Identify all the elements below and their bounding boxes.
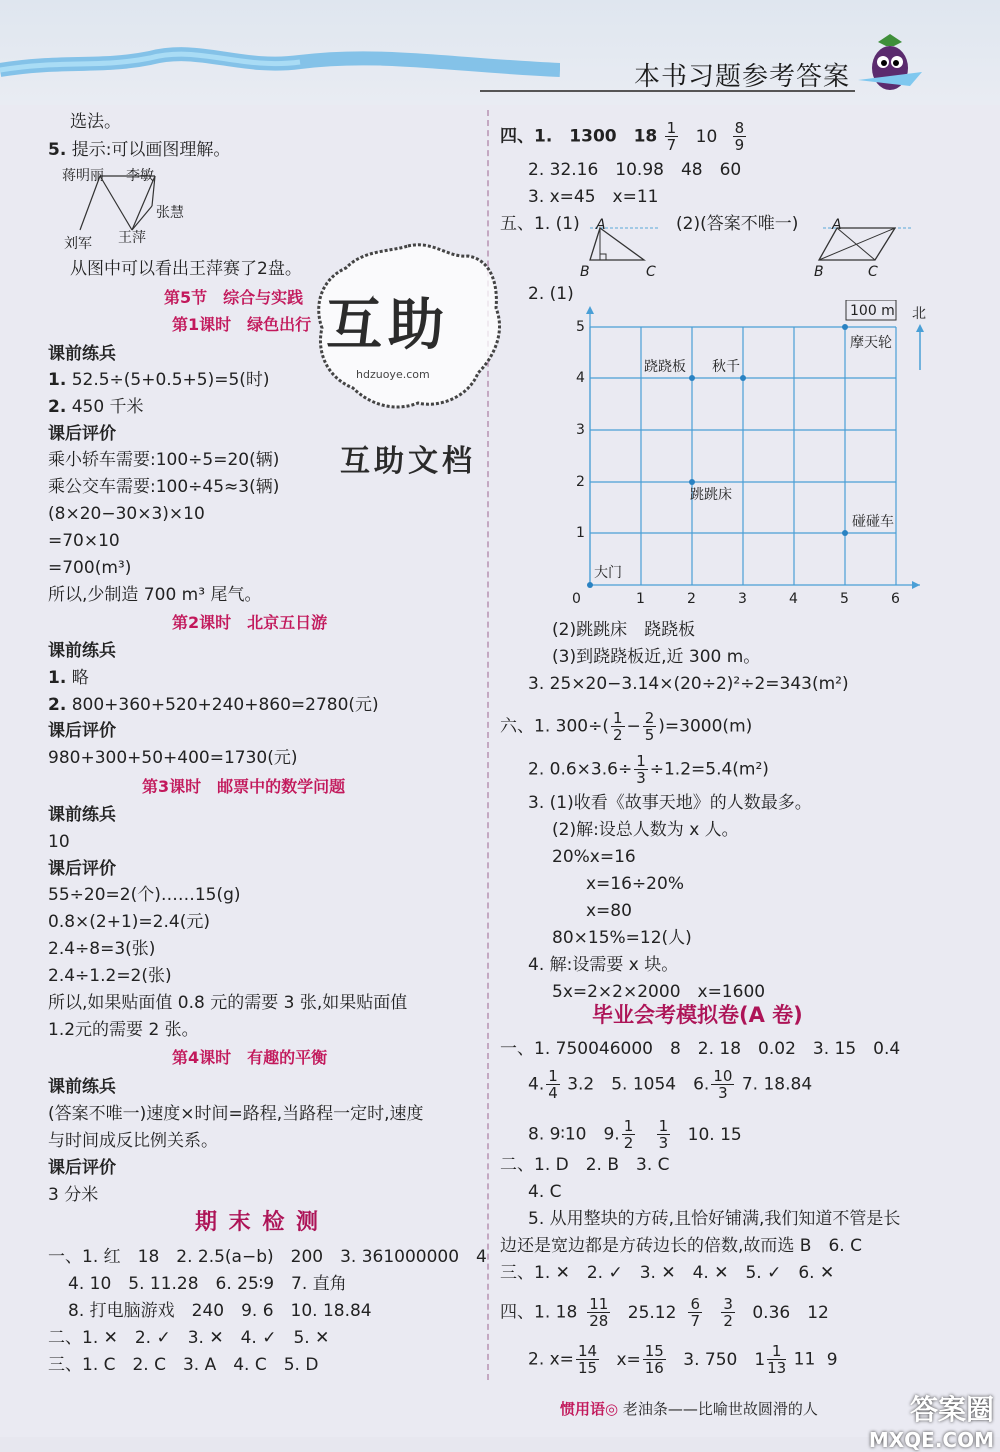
text-line: 一、1. 红 18 2. 2.5(a−b) 200 3. 361000000 4: [48, 1247, 487, 1267]
text-line: 二、1. D 2. B 3. C: [500, 1155, 670, 1175]
text-line: 2. 0.6×3.6÷: [528, 759, 633, 780]
text-line: 4. C: [528, 1182, 562, 1202]
x-tick: 4: [789, 591, 798, 607]
y-tick: 3: [576, 422, 585, 438]
text-line: 4. 10 5. 11.28 6. 25∶9 7. 直角: [68, 1274, 347, 1294]
fraction: $\frac{1}{2}$: [612, 709, 623, 744]
text-line: x=: [616, 1349, 641, 1370]
text-line: 3. 25×20−3.14×(20÷2)²÷2=343(m²): [528, 674, 849, 694]
text-line: 2.4÷8=3(张): [48, 939, 156, 959]
graph-node: 张慧: [156, 205, 184, 221]
text-line: 8. 9∶10 9.: [528, 1124, 620, 1145]
vertex-label: A: [596, 217, 606, 233]
y-tick: 5: [576, 319, 585, 335]
fraction: $\frac{1}{3}$: [636, 752, 646, 787]
text-line: 52.5÷(5+0.5+5)=5(时): [71, 370, 270, 390]
subheading: 课后评价: [48, 721, 116, 741]
text-line: 二、1. ✕ 2. ✓ 3. ✕ 4. ✓ 5. ✕: [48, 1328, 330, 1348]
text-line: 80×15%=12(人): [552, 928, 692, 948]
text-line: 从图中可以看出王萍赛了2盘。: [70, 259, 302, 279]
fraction: $\frac{11}{28}$: [589, 1295, 609, 1330]
ribbon-decoration: [0, 40, 560, 110]
lesson-heading: 第4课时 有趣的平衡: [172, 1048, 328, 1067]
text-line: 8. 打电脑游戏 240 9. 6 10. 18.84: [68, 1301, 372, 1321]
header-title: 本书习题参考答案: [633, 62, 850, 92]
subheading: 课前练兵: [48, 805, 116, 825]
x-tick: 1: [636, 591, 645, 607]
fraction: $\frac{1}{13}$: [767, 1342, 787, 1377]
text-line: 所以,如果贴面值 0.8 元的需要 3 张,如果贴面值: [48, 993, 408, 1013]
text-line: 三、1. ✕ 2. ✓ 3. ✕ 4. ✕ 5. ✓ 6. ✕: [500, 1263, 835, 1283]
fraction: $\frac{15}{16}$: [644, 1342, 664, 1377]
footer-text: 老油条——比喻世故圆滑的人: [622, 1400, 818, 1418]
text-line: (2)(答案不唯一): [676, 214, 799, 234]
vertex-label: C: [646, 264, 656, 280]
fraction: $\frac{8}{9}$: [734, 119, 745, 154]
map-place: 大门: [594, 565, 622, 581]
subheading: 课后评价: [48, 1158, 116, 1178]
text-line: 乘公交车需要:100÷45≈3(辆): [48, 477, 280, 497]
x-tick: 0: [572, 591, 581, 607]
text-line: 7. 18.84: [741, 1074, 813, 1095]
text-line: x=80: [586, 901, 632, 921]
lesson-heading: 第1课时 绿色出行: [172, 315, 312, 334]
item-number: 1.: [48, 668, 67, 688]
stamp-url: hdzuoye.com: [356, 368, 430, 381]
map-north: 北: [912, 306, 926, 322]
x-tick: 6: [891, 591, 900, 607]
text-line: (2)解:设总人数为 x 人。: [552, 820, 739, 840]
map-scale: 100 m: [850, 303, 895, 319]
fraction: $\frac{10}{3}$: [713, 1067, 733, 1102]
y-tick: 1: [576, 525, 585, 541]
item-number: 2.: [48, 397, 67, 417]
section-heading: 第5节 综合与实践: [164, 288, 304, 307]
footer-tag: 惯用语◎: [560, 1400, 619, 1418]
text-line: 提示:可以画图理解。: [71, 140, 231, 160]
text-line: 六、1. 300÷(: [500, 716, 609, 737]
text-line: ÷1.2=5.4(m²): [649, 759, 769, 780]
text-line: 五、1. (1): [500, 214, 580, 234]
text-line: 5. 从用整块的方砖,且恰好铺满,我们知道不管是长: [528, 1209, 901, 1229]
map-place: 跳跳床: [690, 487, 732, 503]
item-number: 2.: [48, 695, 67, 715]
text-line: 25.12: [627, 1302, 677, 1323]
fraction: $\frac{1}{2}$: [623, 1117, 634, 1152]
fraction: $\frac{14}{15}$: [577, 1342, 598, 1377]
fraction: $\frac{1}{4}$: [548, 1067, 558, 1102]
x-tick: 3: [738, 591, 747, 607]
text-line: 乘小轿车需要:100÷5=20(辆): [48, 450, 280, 470]
fraction: $\frac{1}{3}$: [658, 1117, 669, 1152]
watermark-text: 答案圈: [909, 1393, 994, 1426]
map-place: 秋千: [712, 359, 740, 375]
text-line: 三、1. C 2. C 3. A 4. C 5. D: [48, 1355, 319, 1375]
text-line: 20%x=16: [552, 847, 636, 867]
text-line: 一、1. 750046000 8 2. 18 0.02 3. 15 0.4: [500, 1039, 901, 1059]
lesson-heading: 第2课时 北京五日游: [172, 613, 328, 632]
text-line: 2. 32.16 10.98 48 60: [528, 160, 742, 180]
text-line: 980+300+50+400=1730(元): [48, 748, 298, 768]
text-line: 所以,少制造 700 m³ 尾气。: [48, 585, 262, 605]
text-line: 与时间成反比例关系。: [48, 1131, 218, 1151]
text-line: 选法。: [70, 112, 121, 132]
text-line: 略: [71, 668, 89, 688]
text-line: 四、1. 18: [500, 1302, 578, 1323]
lesson-heading: 第3课时 邮票中的数学问题: [142, 777, 346, 796]
text-line: 0.8×(2+1)=2.4(元): [48, 912, 210, 932]
text-line: )=3000(m): [658, 716, 753, 737]
text-line: 2. (1): [528, 284, 574, 304]
text-line: 11: [793, 1349, 816, 1370]
text-line: (3)到跷跷板近,近 300 m。: [552, 647, 761, 667]
watermark-site: MXQE.COM: [868, 1428, 994, 1452]
text-line: 55÷20=2(个)……15(g): [48, 885, 241, 905]
fraction: $\frac{1}{7}$: [666, 119, 677, 154]
text-line: 3 分米: [48, 1185, 99, 1205]
eggplant-mascot-icon: [850, 20, 930, 100]
text-line: 10: [695, 126, 718, 147]
text-line: 800+360+520+240+860=2780(元): [71, 695, 379, 715]
subheading: 课前练兵: [48, 641, 116, 661]
stamp-subtext: 互助文档: [340, 444, 476, 479]
fraction: $\frac{6}{7}$: [690, 1295, 700, 1330]
fraction: $\frac{2}{5}$: [644, 709, 655, 744]
fraction: $\frac{3}{2}$: [723, 1295, 733, 1330]
text-line: 3. (1)收看《故事天地》的人数最多。: [528, 793, 812, 813]
text-line: 四、1. 1300 18: [500, 126, 658, 147]
text-line: 3. 750 1: [683, 1349, 766, 1370]
operator: −: [626, 716, 641, 737]
graph-node: 蒋明丽: [62, 168, 104, 184]
subheading: 课前练兵: [48, 344, 116, 364]
text-line: 450 千米: [71, 397, 144, 417]
parallelogram-figure: [815, 218, 915, 274]
text-line: 边还是宽边都是方砖边长的倍数,故而选 B 6. C: [500, 1236, 862, 1256]
text-line: 1.2元的需要 2 张。: [48, 1020, 199, 1040]
item-number: 5.: [48, 140, 67, 160]
vertex-label: B: [580, 264, 590, 280]
footer: [560, 1398, 818, 1419]
text-line: 10: [48, 832, 70, 852]
vertex-label: B: [814, 264, 824, 280]
text-line: (8×20−30×3)×10: [48, 504, 205, 524]
text-line: (答案不唯一)速度×时间=路程,当路程一定时,速度: [48, 1104, 424, 1124]
text-line: 9: [826, 1349, 838, 1370]
y-tick: 4: [576, 370, 585, 386]
map-place: 摩天轮: [850, 335, 892, 351]
graph-node: 王萍: [118, 230, 146, 246]
graph-node: 李敏: [126, 168, 154, 184]
text-line: 0.36 12: [752, 1302, 829, 1323]
x-tick: 5: [840, 591, 849, 607]
x-tick: 2: [687, 591, 696, 607]
text-line: 4.: [528, 1074, 545, 1095]
graph-node: 刘军: [64, 236, 92, 252]
subheading: 课前练兵: [48, 1077, 116, 1097]
text-line: =700(m³): [48, 558, 132, 578]
text-line: 5x=2×2×2000 x=1600: [552, 982, 766, 1002]
text-line: 2.4÷1.2=2(张): [48, 966, 172, 986]
vertex-label: A: [832, 217, 842, 233]
text-line: 3.2 5. 1054 6.: [567, 1074, 710, 1095]
item-number: 1.: [48, 370, 67, 390]
text-line: 4. 解:设需要 x 块。: [528, 955, 679, 975]
map-place: 碰碰车: [852, 514, 894, 530]
text-line: x=16÷20%: [586, 874, 684, 894]
text-line: (2)跳跳床 跷跷板: [552, 620, 696, 640]
text-line: 3. x=45 x=11: [528, 187, 659, 207]
text-line: =70×10: [48, 531, 120, 551]
stamp-main-text: 互助: [326, 293, 450, 358]
watermark: [869, 1388, 994, 1452]
y-tick: 2: [576, 474, 585, 490]
map-place: 跷跷板: [644, 359, 686, 375]
chapter-heading: 期 末 检 测: [195, 1210, 320, 1235]
text-line: 10. 15: [687, 1124, 742, 1145]
subheading: 课后评价: [48, 859, 116, 879]
chapter-heading: 毕业会考模拟卷(A 卷): [592, 1003, 803, 1027]
subheading: 课后评价: [48, 424, 116, 444]
vertex-label: C: [868, 264, 878, 280]
text-line: 2. x=: [528, 1349, 574, 1370]
